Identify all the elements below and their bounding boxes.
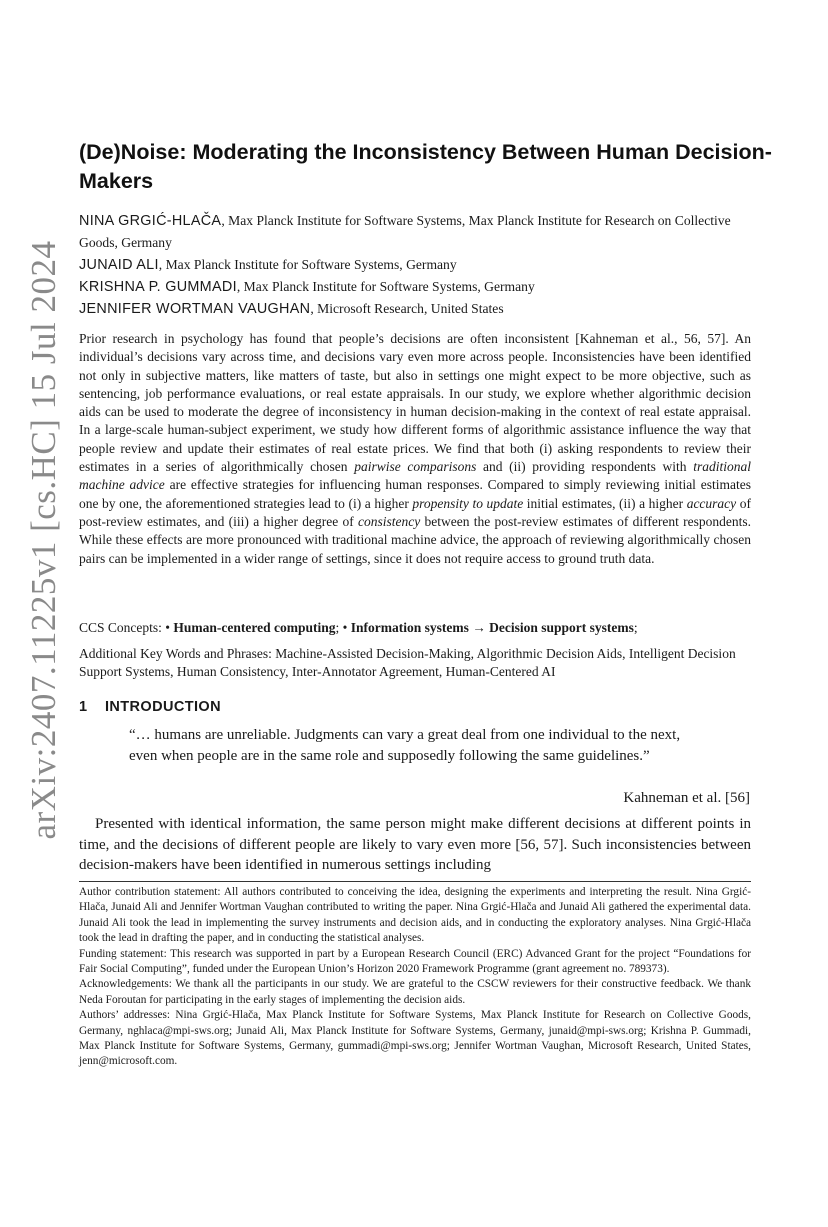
abstract-text: and (ii) providing respondents with — [476, 459, 694, 475]
ccs-concepts — [79, 619, 751, 637]
footnote-acknowledgements: Acknowledgements: We thank all the participants in our study. We are grateful to the CSCW reviewers for their constructive feedback. We thank Neda Foroutan for participating in the early stages of implementing the decision aids. — [79, 978, 751, 1006]
author-affiliation: , Max Planck Institute for Software Systems, Germany — [236, 279, 535, 294]
abstract-emphasis: accuracy — [686, 495, 737, 511]
author-affiliation: , Max Planck Institute for Software Systems, Germany — [158, 257, 457, 272]
abstract-emphasis: traditional machine advice — [79, 459, 751, 493]
ccs-end: ; — [633, 620, 638, 635]
author-entry — [79, 254, 759, 276]
ccs-concept: Human-centered computing — [173, 620, 336, 635]
abstract-text: between the post-review estimates of different respondents. While these effects are more pronounced with traditional machine advice, the approach of reviewing algorithmically chosen pairs can be implemented in a wider range of settings, since it does not require access to ground truth data. — [79, 513, 751, 566]
epigraph-quote: “… humans are unreliable. Judgments can vary a great deal from one individual to the next, even when people are in the same role and supposedly following the same guidelines.” — [129, 727, 681, 764]
footnote-addresses: Authors’ addresses: Nina Grgić-Hlača, Max Planck Institute for Software Systems, Max Planck Institute for Research on Collective Goods, Germany, nghlaca@mpi-sws.org; Junaid Ali, Max Planck Institute for Software Systems, Germany, junaid@mpi-sws.org; Krishna P. Gummadi, Max Planck Institute for Software Systems, Germany, gummadi@mpi-sws.org; Jennifer Wortman Vaughan, Microsoft Research, United States, jenn@microsoft.com. — [79, 1009, 751, 1068]
author-affiliation: , Max Planck Institute for Software Systems, Max Planck Institute for Research on Collective Goods, Germany — [79, 213, 731, 250]
epigraph-attribution: Kahneman et al. [56] — [623, 790, 750, 806]
abstract-emphasis: propensity to update — [412, 495, 524, 511]
abstract — [79, 330, 751, 568]
footnote-author-contribution: Author contribution statement: All authors contributed to conceiving the idea, designing the experiments and interpreting the result. Nina Grgić-Hlača, Junaid Ali and Jennifer Wortman Vaughan contributed to writing the paper. Nina Grgić-Hlača and Junaid Ali gathered the experimental data. Junaid Ali took the lead in implementing the survey instruments and decision aids, and in conducting the exploratory analyses. Nina Grgić-Hlača took the lead in drafting the paper, and in conducting the statistical analyses. — [79, 886, 751, 945]
ccs-concept: Information systems → Decision support systems — [350, 620, 634, 635]
author-affiliation: , Microsoft Research, United States — [310, 301, 504, 316]
abstract-text: Prior research in psychology has found that people’s decisions are often inconsistent [Kahneman et al., 56, 57]. An individual’s decisions vary across time, and decisions vary even more across people. Inconsistencies have been identified not only in subjective matters, like matters of taste, but also in settings one might expect to be more objective, such as sentencing, job performance evaluations, or real estate appraisals. In our study, we explore whether algorithmic decision aids can be used to moderate the degree of inconsistency in human decision-making in the context of real estate appraisal. In a large-scale human-subject experiment, we study how different forms of algorithmic assistance influence the way that people review and update their estimates of real estate prices. We find that both (i) asking respondents to review their estimates in a series of algorithmically chosen — [79, 331, 751, 475]
abstract-text: of post-review estimates, and (iii) a higher degree of — [79, 495, 751, 529]
author-name: NINA GRGIĆ-HLAČA — [79, 213, 222, 229]
paper-title: (De)Noise: Moderating the Inconsistency Between Human Decision-Makers — [79, 140, 772, 193]
ccs-separator: ; • — [335, 620, 351, 635]
abstract-emphasis: consistency — [358, 513, 421, 529]
author-list — [79, 210, 759, 320]
author-entry — [79, 210, 759, 254]
ccs-label: CCS Concepts: • — [79, 620, 174, 635]
section-heading — [79, 699, 221, 715]
section-number: 1 — [79, 699, 88, 715]
abstract-emphasis: pairwise comparisons — [354, 459, 477, 475]
arxiv-identifier: arXiv:2407.11225v1 [cs.HC] 15 Jul 2024 — [24, 240, 63, 840]
author-name: JUNAID ALI — [79, 257, 159, 273]
author-name: JENNIFER WORTMAN VAUGHAN — [79, 301, 311, 317]
keywords: Additional Key Words and Phrases: Machine-Assisted Decision-Making, Algorithmic Decision Aids, Intelligent Decision Support Systems, Human Consistency, Inter-Annotator Agreement, Human-Centered AI — [79, 646, 736, 680]
abstract-text: initial estimates, (ii) a higher — [523, 495, 687, 511]
author-entry — [79, 276, 759, 298]
abstract-text: are effective strategies for influencing human responses. Compared to simply reviewing initial estimates one by one, the aforementioned strategies lead to (i) a higher — [79, 477, 751, 511]
footnote-funding: Funding statement: This research was supported in part by a European Research Council (ERC) Advanced Grant for the project “Foundations for Fair Social Computing”, funded under the European Union’s Horizon 2020 Framework Programme (grant agreement no. 789373). — [79, 947, 751, 976]
section-title: INTRODUCTION — [105, 699, 221, 715]
footnote-divider — [79, 881, 751, 882]
intro-paragraph: Presented with identical information, the same person might make different decisions at different points in time, and the decisions of different people are likely to vary even more [56, 57]. Such inconsistencies between decision-makers have been identified in numerous settings including — [79, 816, 751, 873]
author-name: KRISHNA P. GUMMADI — [79, 279, 237, 295]
footnotes — [79, 885, 751, 1070]
author-entry — [79, 298, 759, 320]
arxiv-sidebar — [14, 240, 74, 840]
